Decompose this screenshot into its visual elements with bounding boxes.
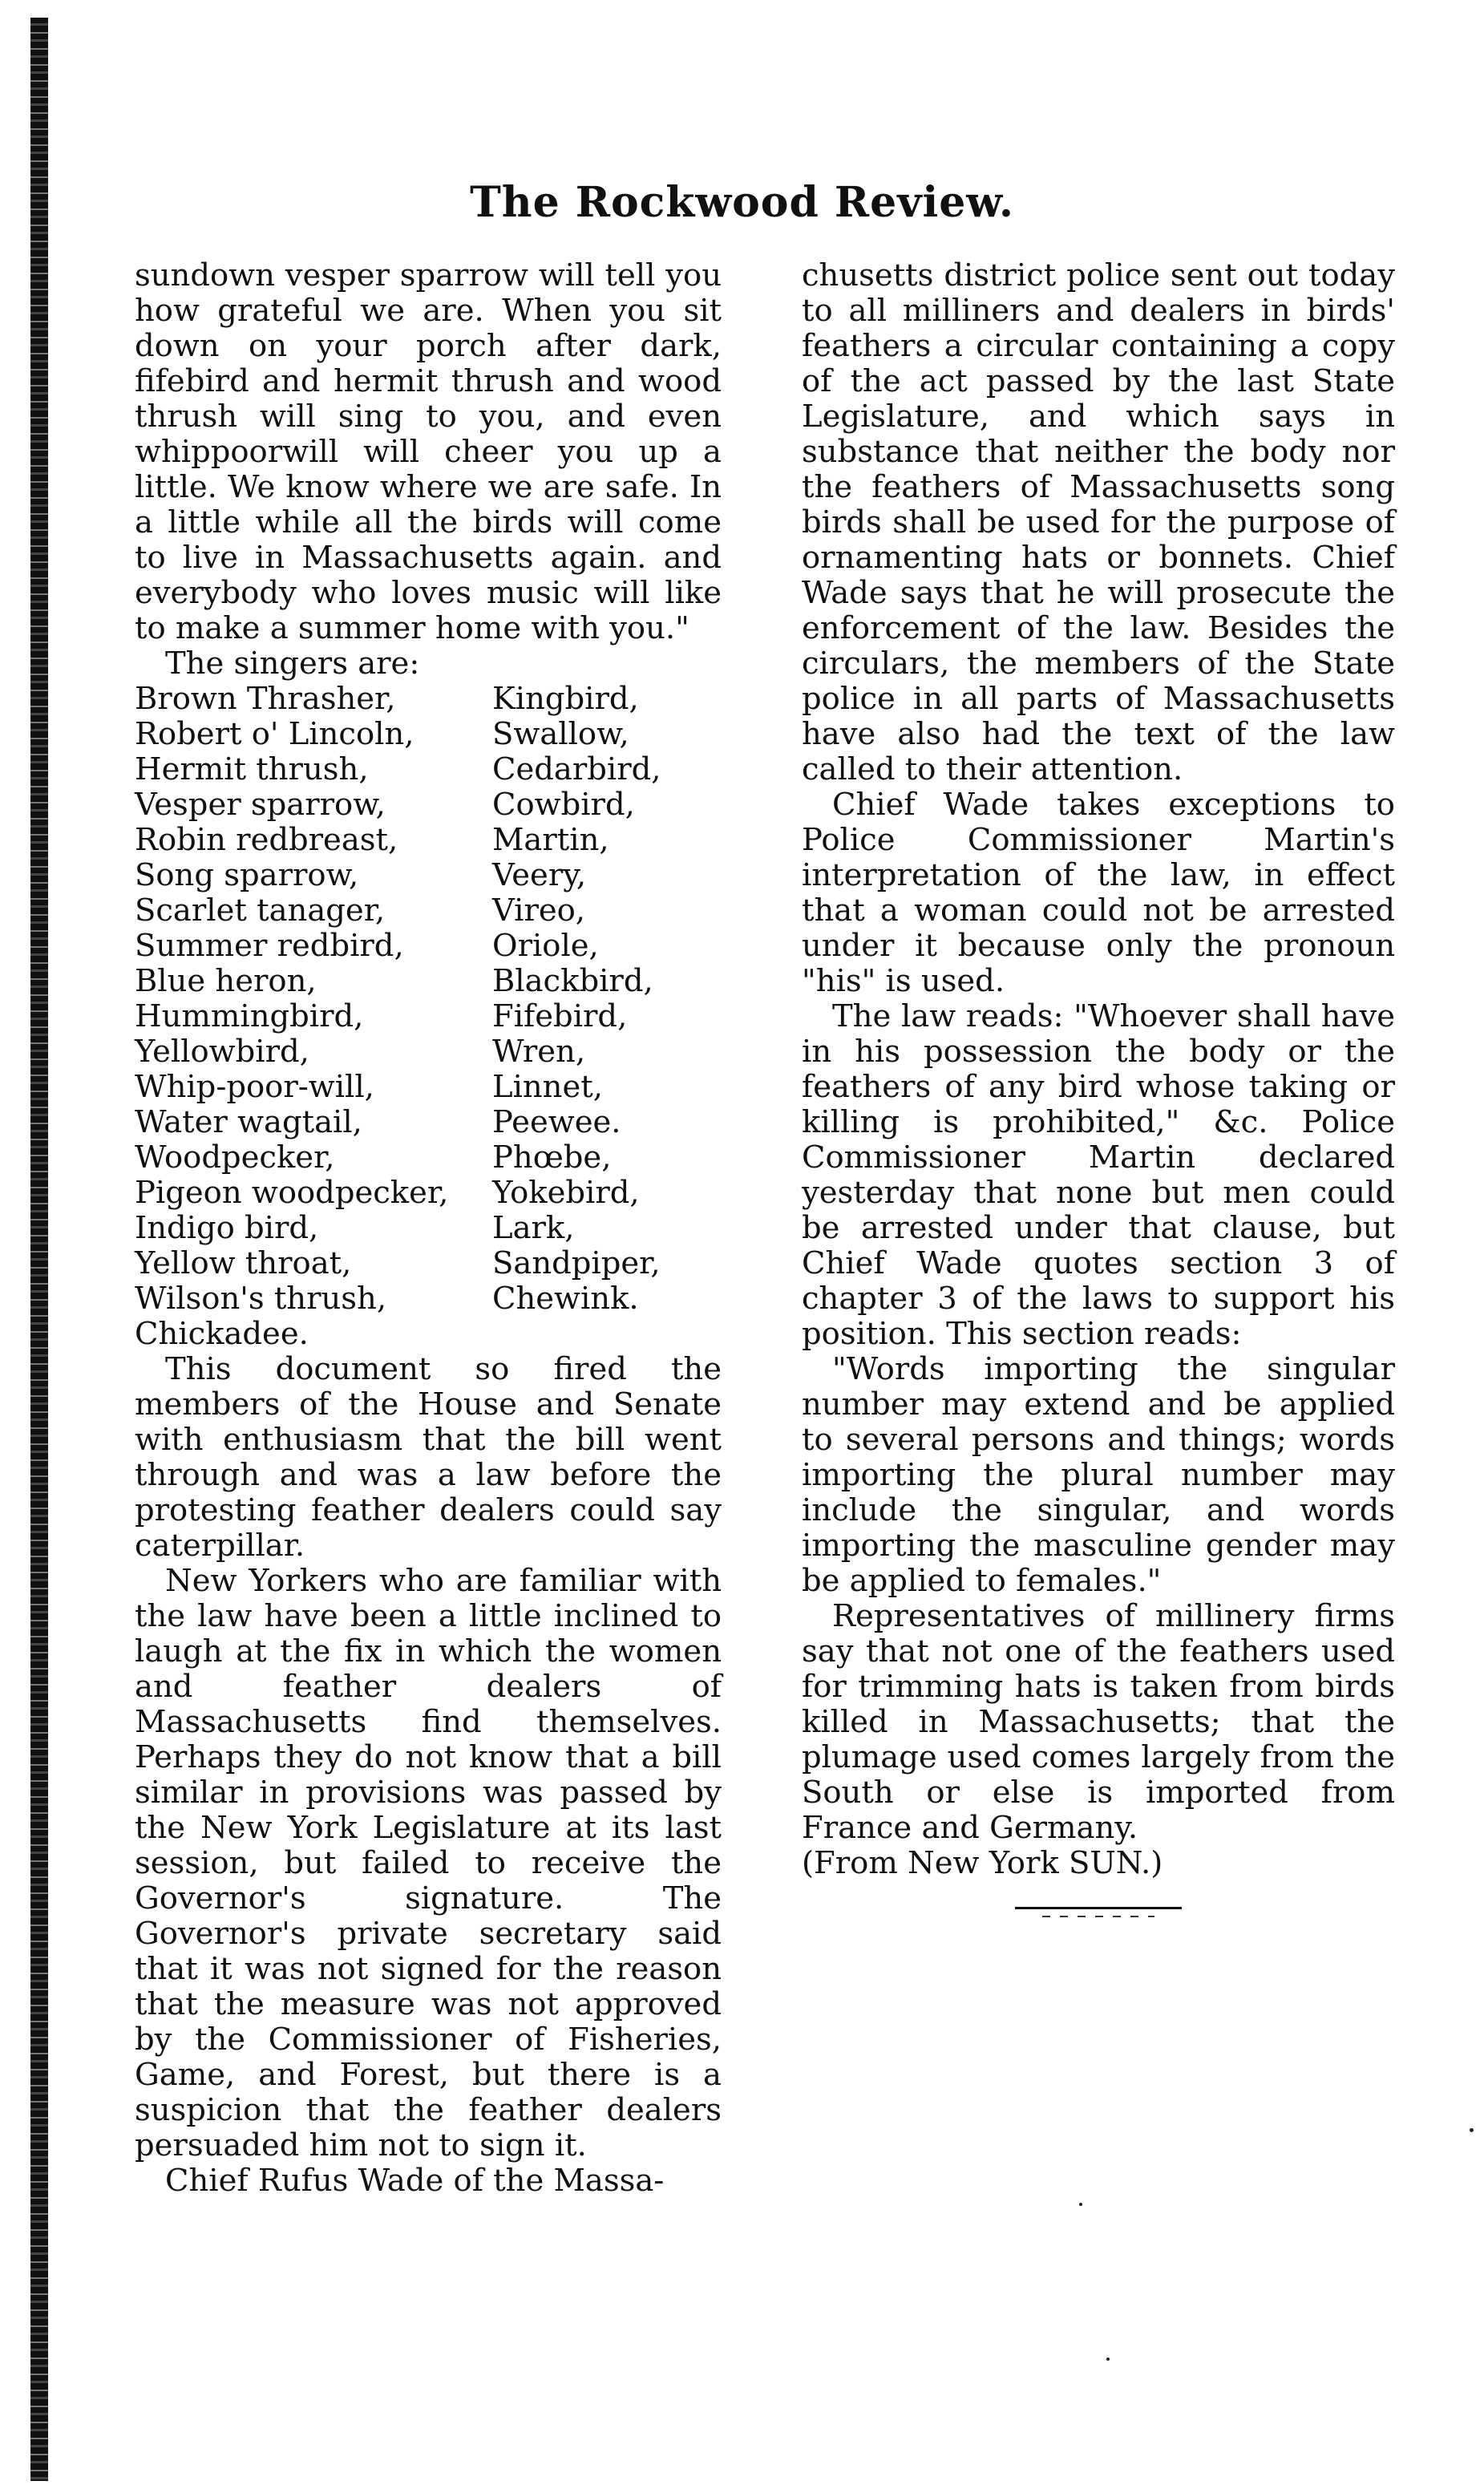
left-paragraph-3: New Yorkers who are familiar with the law have been a little inclined to laugh at the fix in which the women and feather dealers of Massachusetts find themselves. Perhaps they do not know that a bill similar in provisions was passed by the New York Legislature at its last session, but failed to receive the Governor's signature. The Governor's private secretary said that it was not signed for the reason that the measure was not approved by the Commissioner of Fisheries, Game, and Forest, but there is a suspicion that the feather dealers persuaded him not to sign it. bbox=[135, 1563, 722, 2163]
end-rule bbox=[1015, 1907, 1182, 1909]
singer-name: Hummingbird, bbox=[135, 998, 364, 1034]
singer-name: Veery, bbox=[492, 857, 587, 893]
singer-name: Woodpecker, bbox=[135, 1139, 335, 1176]
masthead-title: The Rockwood Review. bbox=[470, 178, 1014, 227]
page-binding-edge bbox=[30, 18, 48, 2481]
singer-name: Pigeon woodpecker, bbox=[135, 1175, 449, 1211]
singer-name: Yellowbird, bbox=[135, 1034, 309, 1070]
singer-name: Oriole, bbox=[492, 928, 599, 964]
right-paragraph-2: Chief Wade takes exceptions to Police Commissioner Martin's interpretation of the law, in effect that a woman could not be arrested under it because only the pronoun "his" is used. bbox=[802, 787, 1395, 999]
singer-name: Hermit thrush, bbox=[135, 751, 369, 787]
left-paragraph-1: sundown vesper sparrow will tell you how grateful we are. When you sit down on your porch after dark, fifebird and hermit thrush and wood thrush will sing to you, and even whippoorwill will cheer you up a little. We know where we are safe. In a little while all the birds will come to live in Massachusetts again. and everybody who loves music will like to make a summer home with you." bbox=[135, 257, 722, 646]
singer-name: Song sparrow, bbox=[135, 857, 359, 893]
singer-name: Wilson's thrush, bbox=[135, 1281, 387, 1317]
left-column bbox=[135, 258, 722, 2199]
singer-name: Vireo, bbox=[492, 892, 586, 929]
right-paragraph-4: "Words importing the singular number may extend and be applied to several persons and things; words importing the plural number may include the singular, and words importing the masculine gender may be applied to females." bbox=[802, 1351, 1395, 1599]
singer-name: Robert o' Lincoln, bbox=[135, 716, 414, 752]
singer-name: Summer redbird, bbox=[135, 928, 404, 964]
right-paragraph-5: Representatives of millinery firms say that not one of the feathers used for trimming hats is taken from birds killed in Massachusetts; that the plumage used comes largely from the South or else is imported from France and Germany. bbox=[802, 1598, 1395, 1846]
source-credit: (From New York SUN.) bbox=[802, 1845, 1163, 1881]
right-paragraph-3: The law reads: "Whoever shall have in his possession the body or the feathers of any bird whose taking or killing is prohibited," &c. Police Commissioner Martin declared yesterday that none but men could be arrested under that clause, but Chief Wade quotes section 3 of chapter 3 of the laws to support his position. This section reads: bbox=[802, 998, 1395, 1352]
singer-name: Chewink. bbox=[492, 1281, 639, 1317]
singer-name: Yokebird, bbox=[492, 1175, 640, 1211]
print-speck bbox=[1106, 2358, 1110, 2361]
singer-name: Cedarbird, bbox=[492, 751, 661, 787]
print-speck bbox=[1079, 2203, 1082, 2206]
right-paragraph-1: chusetts district police sent out today to all milliners and dealers in birds' feathers a circular containing a copy of the act passed by the last State Legislature, and which says in substance that neither the body nor the feathers of Massachusetts song birds shall be used for the purpose of ornamenting hats or bonnets. Chief Wade says that he will prosecute the enforcement of the law. Besides the circulars, the members of the State police in all parts of Massachusetts have also had the text of the law called to their attention. bbox=[802, 257, 1395, 787]
singer-name: Kingbird, bbox=[492, 681, 639, 717]
singer-name: Blue heron, bbox=[135, 963, 317, 999]
singer-name: Cowbird, bbox=[492, 787, 635, 823]
singer-name: Wren, bbox=[492, 1034, 586, 1070]
singer-name: Blackbird, bbox=[492, 963, 653, 999]
singers-list-column-2 bbox=[492, 682, 722, 1352]
left-paragraph-4: Chief Rufus Wade of the Massa- bbox=[165, 2163, 665, 2199]
singer-name: Swallow, bbox=[492, 716, 629, 752]
singer-name: Peewee. bbox=[492, 1104, 621, 1140]
singer-name: Lark, bbox=[492, 1210, 575, 1246]
print-speck bbox=[1470, 2128, 1474, 2132]
singer-name: Phœbe, bbox=[492, 1139, 612, 1176]
end-rule-ornament bbox=[1042, 1916, 1154, 1917]
singer-name: Indigo bird, bbox=[135, 1210, 319, 1246]
singers-intro: The singers are: bbox=[165, 646, 420, 682]
singer-name: Linnet, bbox=[492, 1069, 603, 1105]
right-column bbox=[802, 258, 1395, 1917]
left-paragraph-2: This document so fired the members of the House and Senate with enthusiasm that the bill went through and was a law before the protesting feather dealers could say caterpillar. bbox=[135, 1351, 722, 1564]
singer-name: Robin redbreast, bbox=[135, 822, 398, 858]
singer-name: Brown Thrasher, bbox=[135, 681, 396, 717]
singer-name: Martin, bbox=[492, 822, 609, 858]
singers-list bbox=[135, 682, 722, 1352]
singer-name: Whip-poor-will, bbox=[135, 1069, 374, 1105]
singer-name: Vesper sparrow, bbox=[135, 787, 386, 823]
singer-name: Yellow throat, bbox=[135, 1245, 352, 1281]
singer-name: Fifebird, bbox=[492, 998, 628, 1034]
singers-list-column-1 bbox=[135, 682, 492, 1352]
singer-name: Chickadee. bbox=[135, 1316, 309, 1352]
singer-name: Water wagtail, bbox=[135, 1104, 362, 1140]
singer-name: Scarlet tanager, bbox=[135, 892, 386, 929]
singer-name: Sandpiper, bbox=[492, 1245, 661, 1281]
